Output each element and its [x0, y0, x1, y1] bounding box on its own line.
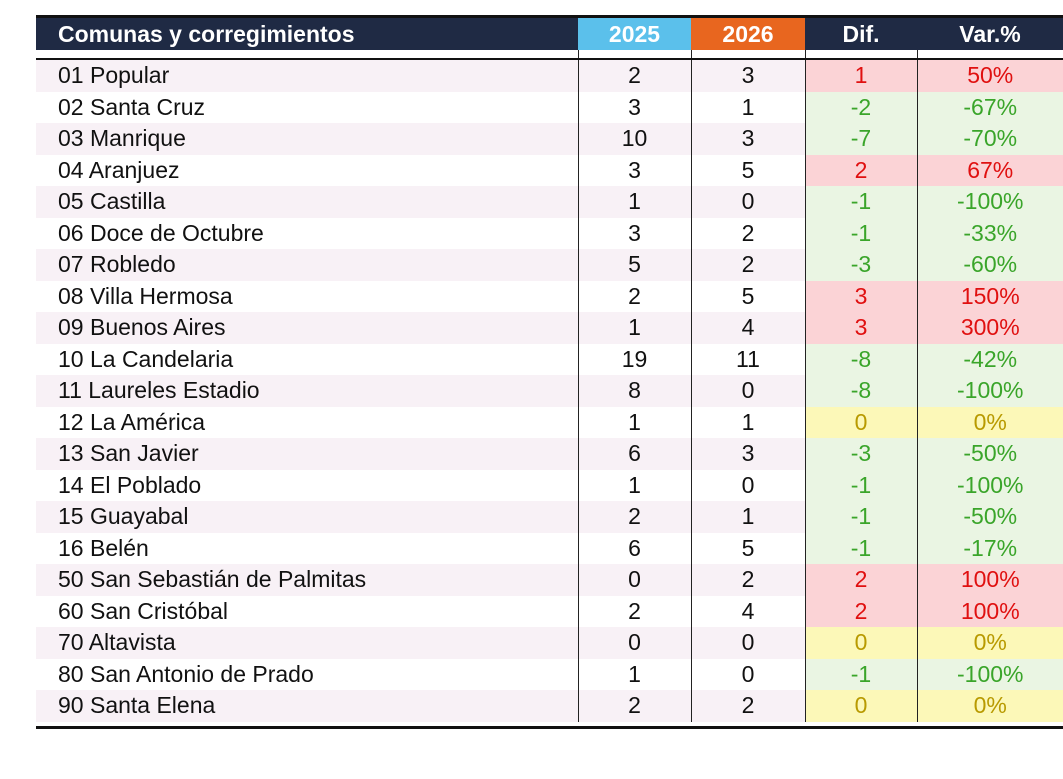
difference-cell: -3 [805, 249, 917, 281]
variation-cell: 100% [917, 564, 1063, 596]
value-2026-cell: 0 [691, 627, 805, 659]
table-row [36, 60, 1063, 92]
value-2026-cell: 3 [691, 123, 805, 155]
comuna-name-cell: 70 Altavista [36, 627, 578, 659]
value-2025-cell: 10 [578, 123, 691, 155]
variation-cell: 150% [917, 281, 1063, 313]
difference-cell: 2 [805, 596, 917, 628]
value-2025-cell: 8 [578, 375, 691, 407]
table-row [36, 312, 1063, 344]
comuna-name-cell: 01 Popular [36, 60, 578, 92]
value-2026-cell: 1 [691, 92, 805, 124]
table-row [36, 564, 1063, 596]
value-2026-cell: 5 [691, 533, 805, 565]
value-2025-cell: 3 [578, 155, 691, 187]
comuna-name-cell: 07 Robledo [36, 249, 578, 281]
difference-cell: -7 [805, 123, 917, 155]
table-row [36, 470, 1063, 502]
value-2026-cell: 0 [691, 470, 805, 502]
comuna-name-cell: 15 Guayabal [36, 501, 578, 533]
table-row [36, 407, 1063, 439]
table-row [36, 438, 1063, 470]
comuna-name-cell: 60 San Cristóbal [36, 596, 578, 628]
difference-cell: 1 [805, 60, 917, 92]
comuna-name-cell: 05 Castilla [36, 186, 578, 218]
difference-cell: -8 [805, 375, 917, 407]
value-2025-cell: 2 [578, 60, 691, 92]
value-2025-cell: 1 [578, 470, 691, 502]
value-2025-cell: 2 [578, 596, 691, 628]
value-2025-cell: 2 [578, 690, 691, 722]
header-2025: 2025 [578, 18, 691, 50]
header-comunas: Comunas y corregimientos [36, 18, 578, 50]
value-2025-cell: 1 [578, 659, 691, 691]
comuna-name-cell: 16 Belén [36, 533, 578, 565]
variation-cell: -100% [917, 186, 1063, 218]
value-2026-cell: 11 [691, 344, 805, 376]
table-row [36, 155, 1063, 187]
variation-cell: 0% [917, 407, 1063, 439]
variation-cell: 300% [917, 312, 1063, 344]
value-2026-cell: 1 [691, 501, 805, 533]
value-2026-cell: 0 [691, 186, 805, 218]
difference-cell: -1 [805, 533, 917, 565]
header-dif: Dif. [805, 18, 917, 50]
value-2026-cell: 5 [691, 281, 805, 313]
variation-cell: -50% [917, 501, 1063, 533]
variation-cell: -50% [917, 438, 1063, 470]
variation-cell: 100% [917, 596, 1063, 628]
variation-cell: -33% [917, 218, 1063, 250]
value-2025-cell: 6 [578, 438, 691, 470]
comuna-name-cell: 80 San Antonio de Prado [36, 659, 578, 691]
difference-cell: -1 [805, 659, 917, 691]
value-2025-cell: 6 [578, 533, 691, 565]
difference-cell: -1 [805, 470, 917, 502]
header-spacer [36, 50, 1063, 58]
difference-cell: 2 [805, 564, 917, 596]
value-2026-cell: 0 [691, 375, 805, 407]
comuna-name-cell: 09 Buenos Aires [36, 312, 578, 344]
table-row [36, 375, 1063, 407]
difference-cell: -2 [805, 92, 917, 124]
table-row [36, 123, 1063, 155]
difference-cell: 0 [805, 407, 917, 439]
variation-cell: -100% [917, 470, 1063, 502]
variation-cell: -100% [917, 375, 1063, 407]
value-2025-cell: 1 [578, 186, 691, 218]
variation-cell: -100% [917, 659, 1063, 691]
difference-cell: 2 [805, 155, 917, 187]
difference-cell: 3 [805, 281, 917, 313]
difference-cell: 0 [805, 690, 917, 722]
table-row [36, 596, 1063, 628]
comuna-name-cell: 02 Santa Cruz [36, 92, 578, 124]
bottom-rule [36, 726, 1063, 729]
comuna-name-cell: 03 Manrique [36, 123, 578, 155]
value-2025-cell: 5 [578, 249, 691, 281]
comuna-name-cell: 90 Santa Elena [36, 690, 578, 722]
table-row [36, 186, 1063, 218]
comuna-name-cell: 06 Doce de Octubre [36, 218, 578, 250]
value-2026-cell: 3 [691, 438, 805, 470]
value-2025-cell: 2 [578, 281, 691, 313]
variation-cell: -17% [917, 533, 1063, 565]
difference-cell: -1 [805, 218, 917, 250]
value-2026-cell: 2 [691, 249, 805, 281]
variation-cell: 67% [917, 155, 1063, 187]
value-2025-cell: 0 [578, 564, 691, 596]
header-var: Var.% [917, 18, 1063, 50]
variation-cell: -70% [917, 123, 1063, 155]
difference-cell: 3 [805, 312, 917, 344]
variation-cell: -42% [917, 344, 1063, 376]
value-2025-cell: 3 [578, 92, 691, 124]
comunas-table [36, 18, 1063, 722]
difference-cell: 0 [805, 627, 917, 659]
value-2026-cell: 4 [691, 596, 805, 628]
table-row [36, 627, 1063, 659]
value-2026-cell: 3 [691, 60, 805, 92]
value-2025-cell: 2 [578, 501, 691, 533]
table-row [36, 659, 1063, 691]
header-2026: 2026 [691, 18, 805, 50]
comuna-name-cell: 12 La América [36, 407, 578, 439]
data-table-container [36, 15, 1063, 729]
difference-cell: -1 [805, 186, 917, 218]
table-row [36, 249, 1063, 281]
difference-cell: -3 [805, 438, 917, 470]
value-2026-cell: 2 [691, 690, 805, 722]
table-row [36, 533, 1063, 565]
value-2026-cell: 4 [691, 312, 805, 344]
comuna-name-cell: 14 El Poblado [36, 470, 578, 502]
variation-cell: 0% [917, 690, 1063, 722]
header-row [36, 18, 1063, 50]
difference-cell: -8 [805, 344, 917, 376]
value-2026-cell: 0 [691, 659, 805, 691]
variation-cell: -60% [917, 249, 1063, 281]
variation-cell: 50% [917, 60, 1063, 92]
variation-cell: 0% [917, 627, 1063, 659]
table-row [36, 344, 1063, 376]
comuna-name-cell: 13 San Javier [36, 438, 578, 470]
comuna-name-cell: 08 Villa Hermosa [36, 281, 578, 313]
value-2025-cell: 1 [578, 407, 691, 439]
table-row [36, 92, 1063, 124]
comuna-name-cell: 04 Aranjuez [36, 155, 578, 187]
value-2025-cell: 1 [578, 312, 691, 344]
comuna-name-cell: 10 La Candelaria [36, 344, 578, 376]
comuna-name-cell: 50 San Sebastián de Palmitas [36, 564, 578, 596]
table-row [36, 501, 1063, 533]
difference-cell: -1 [805, 501, 917, 533]
value-2025-cell: 0 [578, 627, 691, 659]
value-2025-cell: 3 [578, 218, 691, 250]
value-2025-cell: 19 [578, 344, 691, 376]
comuna-name-cell: 11 Laureles Estadio [36, 375, 578, 407]
table-row [36, 690, 1063, 722]
value-2026-cell: 1 [691, 407, 805, 439]
value-2026-cell: 2 [691, 218, 805, 250]
table-row [36, 281, 1063, 313]
variation-cell: -67% [917, 92, 1063, 124]
value-2026-cell: 5 [691, 155, 805, 187]
table-row [36, 218, 1063, 250]
value-2026-cell: 2 [691, 564, 805, 596]
